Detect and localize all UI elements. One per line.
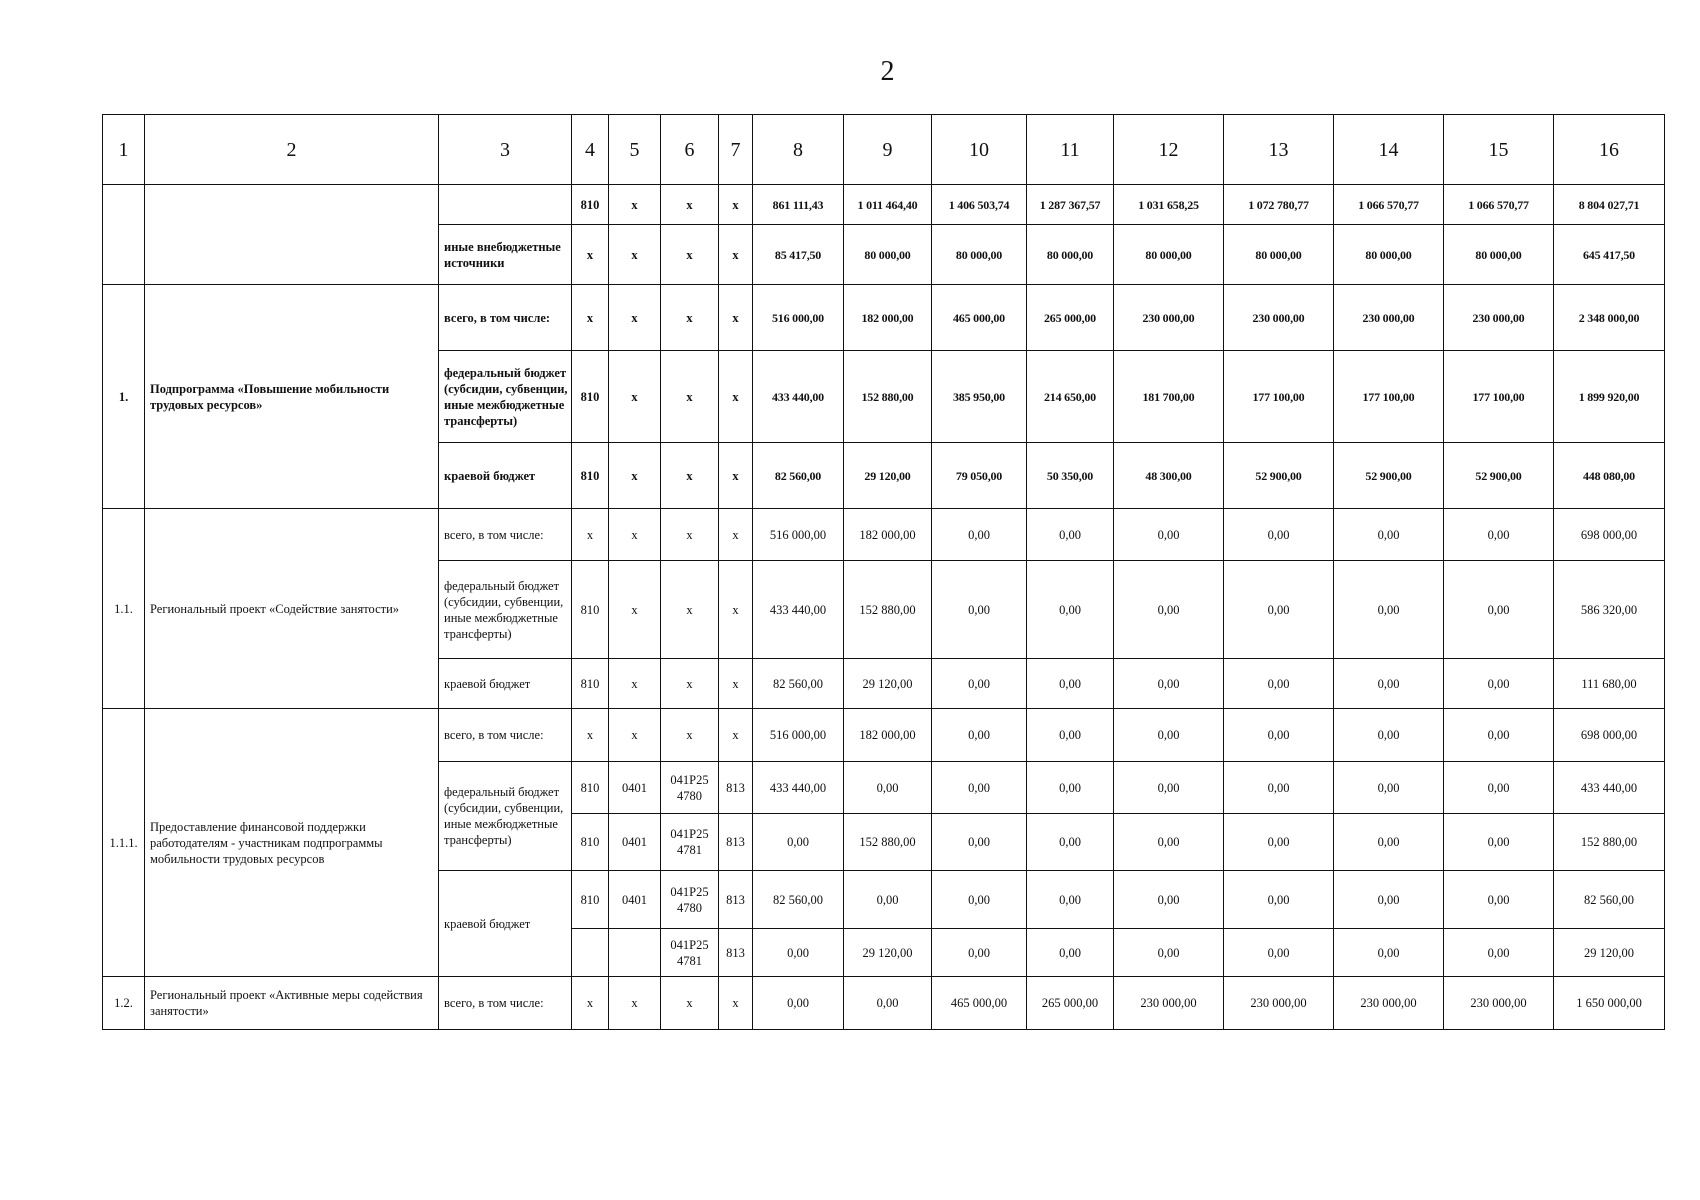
- code-cell: x: [609, 351, 661, 443]
- funding-source-cell: [439, 185, 572, 225]
- amount-cell: 230 000,00: [1114, 285, 1224, 351]
- code-cell: 041P25 4781: [661, 814, 719, 871]
- amount-cell: 82 560,00: [753, 443, 844, 509]
- column-number-cell: 4: [572, 115, 609, 185]
- code-cell: x: [609, 225, 661, 285]
- code-cell: 810: [572, 561, 609, 659]
- code-cell: x: [661, 351, 719, 443]
- code-cell: 0401: [609, 762, 661, 814]
- code-cell: x: [719, 185, 753, 225]
- amount-cell: 111 680,00: [1554, 659, 1665, 709]
- column-number-cell: 5: [609, 115, 661, 185]
- amount-cell: 0,00: [1224, 814, 1334, 871]
- column-number-cell: 15: [1444, 115, 1554, 185]
- code-cell: 810: [572, 762, 609, 814]
- column-number-cell: 1: [103, 115, 145, 185]
- amount-cell: 230 000,00: [1334, 977, 1444, 1030]
- amount-cell: 80 000,00: [1027, 225, 1114, 285]
- code-cell: x: [661, 185, 719, 225]
- code-cell: x: [719, 561, 753, 659]
- amount-cell: 516 000,00: [753, 509, 844, 561]
- funding-source-cell: краевой бюджет: [439, 443, 572, 509]
- amount-cell: 0,00: [932, 509, 1027, 561]
- amount-cell: 1 031 658,25: [1114, 185, 1224, 225]
- amount-cell: 79 050,00: [932, 443, 1027, 509]
- amount-cell: 1 287 367,57: [1027, 185, 1114, 225]
- amount-cell: 586 320,00: [1554, 561, 1665, 659]
- amount-cell: 433 440,00: [753, 561, 844, 659]
- funding-source-cell: иные внебюджетные источники: [439, 225, 572, 285]
- code-cell: x: [719, 443, 753, 509]
- amount-cell: 698 000,00: [1554, 709, 1665, 762]
- row-number-cell: 1.: [103, 285, 145, 509]
- code-cell: 810: [572, 814, 609, 871]
- program-name-cell: Региональный проект «Содействие занятости»: [145, 509, 439, 709]
- amount-cell: 52 900,00: [1444, 443, 1554, 509]
- amount-cell: 1 072 780,77: [1224, 185, 1334, 225]
- code-cell: x: [719, 977, 753, 1030]
- code-cell: x: [609, 285, 661, 351]
- code-cell: 810: [572, 659, 609, 709]
- column-number-cell: 16: [1554, 115, 1665, 185]
- code-cell: x: [609, 443, 661, 509]
- amount-cell: 0,00: [1114, 509, 1224, 561]
- amount-cell: 0,00: [844, 871, 932, 929]
- amount-cell: 0,00: [1444, 709, 1554, 762]
- amount-cell: 0,00: [1027, 659, 1114, 709]
- amount-cell: 80 000,00: [932, 225, 1027, 285]
- amount-cell: 8 804 027,71: [1554, 185, 1665, 225]
- amount-cell: 0,00: [1444, 561, 1554, 659]
- amount-cell: 182 000,00: [844, 509, 932, 561]
- amount-cell: 0,00: [932, 659, 1027, 709]
- code-cell: x: [609, 509, 661, 561]
- code-cell: 810: [572, 185, 609, 225]
- amount-cell: 433 440,00: [753, 762, 844, 814]
- code-cell: x: [661, 509, 719, 561]
- funding-source-cell: всего, в том числе:: [439, 709, 572, 762]
- amount-cell: 0,00: [753, 929, 844, 977]
- amount-cell: 861 111,43: [753, 185, 844, 225]
- code-cell: x: [572, 225, 609, 285]
- column-number-cell: 10: [932, 115, 1027, 185]
- amount-cell: 80 000,00: [844, 225, 932, 285]
- code-cell: x: [609, 561, 661, 659]
- code-cell: 810: [572, 871, 609, 929]
- amount-cell: 0,00: [1114, 659, 1224, 709]
- code-cell: x: [719, 509, 753, 561]
- code-cell: x: [609, 659, 661, 709]
- amount-cell: 214 650,00: [1027, 351, 1114, 443]
- funding-source-cell: всего, в том числе:: [439, 285, 572, 351]
- amount-cell: 0,00: [1334, 659, 1444, 709]
- funding-source-cell: федеральный бюджет (субсидии, субвенции, иные межбюджетные трансферты): [439, 762, 572, 871]
- amount-cell: 1 650 000,00: [1554, 977, 1665, 1030]
- amount-cell: 0,00: [932, 871, 1027, 929]
- code-cell: [572, 929, 609, 977]
- code-cell: x: [661, 709, 719, 762]
- amount-cell: 0,00: [1444, 509, 1554, 561]
- amount-cell: 0,00: [1027, 709, 1114, 762]
- code-cell: x: [719, 709, 753, 762]
- amount-cell: 152 880,00: [1554, 814, 1665, 871]
- amount-cell: 0,00: [844, 977, 932, 1030]
- amount-cell: 80 000,00: [1444, 225, 1554, 285]
- amount-cell: 52 900,00: [1224, 443, 1334, 509]
- amount-cell: 0,00: [753, 814, 844, 871]
- code-cell: 813: [719, 929, 753, 977]
- program-name-cell: Подпрограмма «Повышение мобильности трудовых ресурсов»: [145, 285, 439, 509]
- amount-cell: 0,00: [932, 709, 1027, 762]
- code-cell: x: [609, 977, 661, 1030]
- amount-cell: 0,00: [932, 929, 1027, 977]
- column-number-cell: 13: [1224, 115, 1334, 185]
- amount-cell: 0,00: [1114, 871, 1224, 929]
- amount-cell: 230 000,00: [1334, 285, 1444, 351]
- code-cell: x: [719, 351, 753, 443]
- amount-cell: 82 560,00: [753, 659, 844, 709]
- column-number-cell: 14: [1334, 115, 1444, 185]
- code-cell: x: [572, 509, 609, 561]
- row-number-cell: 1.1.1.: [103, 709, 145, 977]
- funding-source-cell: федеральный бюджет (субсидии, субвенции, иные межбюджетные трансферты): [439, 561, 572, 659]
- amount-cell: 0,00: [1027, 929, 1114, 977]
- budget-table: [102, 114, 1665, 1030]
- amount-cell: 152 880,00: [844, 351, 932, 443]
- amount-cell: 1 066 570,77: [1444, 185, 1554, 225]
- amount-cell: 0,00: [932, 561, 1027, 659]
- column-number-cell: 3: [439, 115, 572, 185]
- column-number-cell: 8: [753, 115, 844, 185]
- amount-cell: 645 417,50: [1554, 225, 1665, 285]
- amount-cell: 448 080,00: [1554, 443, 1665, 509]
- column-number-cell: 6: [661, 115, 719, 185]
- code-cell: x: [609, 709, 661, 762]
- code-cell: 810: [572, 443, 609, 509]
- amount-cell: 52 900,00: [1334, 443, 1444, 509]
- code-cell: 813: [719, 814, 753, 871]
- code-cell: x: [609, 185, 661, 225]
- row-number-cell: 1.1.: [103, 509, 145, 709]
- amount-cell: 0,00: [1444, 929, 1554, 977]
- amount-cell: 182 000,00: [844, 709, 932, 762]
- code-cell: x: [572, 709, 609, 762]
- amount-cell: 177 100,00: [1444, 351, 1554, 443]
- amount-cell: 80 000,00: [1114, 225, 1224, 285]
- amount-cell: 0,00: [1334, 709, 1444, 762]
- column-number-cell: 12: [1114, 115, 1224, 185]
- row-number-cell: [103, 185, 145, 285]
- amount-cell: 85 417,50: [753, 225, 844, 285]
- amount-cell: 29 120,00: [844, 659, 932, 709]
- code-cell: 813: [719, 762, 753, 814]
- code-cell: x: [661, 977, 719, 1030]
- code-cell: x: [572, 977, 609, 1030]
- amount-cell: 230 000,00: [1444, 285, 1554, 351]
- amount-cell: 0,00: [1027, 814, 1114, 871]
- amount-cell: 80 000,00: [1334, 225, 1444, 285]
- amount-cell: 433 440,00: [1554, 762, 1665, 814]
- amount-cell: 1 406 503,74: [932, 185, 1027, 225]
- amount-cell: 0,00: [1334, 762, 1444, 814]
- amount-cell: 82 560,00: [1554, 871, 1665, 929]
- code-cell: [609, 929, 661, 977]
- program-name-cell: Региональный проект «Активные меры содействия занятости»: [145, 977, 439, 1030]
- amount-cell: 0,00: [1444, 814, 1554, 871]
- amount-cell: 230 000,00: [1444, 977, 1554, 1030]
- amount-cell: 0,00: [1334, 509, 1444, 561]
- amount-cell: 0,00: [753, 977, 844, 1030]
- amount-cell: 0,00: [1224, 659, 1334, 709]
- amount-cell: 0,00: [1334, 929, 1444, 977]
- amount-cell: 177 100,00: [1334, 351, 1444, 443]
- amount-cell: 0,00: [1444, 871, 1554, 929]
- amount-cell: 0,00: [1027, 509, 1114, 561]
- code-cell: x: [719, 659, 753, 709]
- amount-cell: 0,00: [1114, 814, 1224, 871]
- amount-cell: 0,00: [1114, 762, 1224, 814]
- amount-cell: 433 440,00: [753, 351, 844, 443]
- amount-cell: 0,00: [1224, 929, 1334, 977]
- amount-cell: 1 899 920,00: [1554, 351, 1665, 443]
- table-row: [103, 285, 1665, 351]
- amount-cell: 82 560,00: [753, 871, 844, 929]
- amount-cell: 1 011 464,40: [844, 185, 932, 225]
- code-cell: 041P25 4781: [661, 929, 719, 977]
- amount-cell: 0,00: [1224, 762, 1334, 814]
- amount-cell: 265 000,00: [1027, 285, 1114, 351]
- amount-cell: 0,00: [1027, 871, 1114, 929]
- amount-cell: 50 350,00: [1027, 443, 1114, 509]
- code-cell: x: [719, 285, 753, 351]
- amount-cell: 0,00: [1114, 929, 1224, 977]
- amount-cell: 516 000,00: [753, 285, 844, 351]
- amount-cell: 0,00: [1027, 561, 1114, 659]
- amount-cell: 385 950,00: [932, 351, 1027, 443]
- amount-cell: 29 120,00: [1554, 929, 1665, 977]
- funding-source-cell: краевой бюджет: [439, 659, 572, 709]
- code-cell: x: [661, 561, 719, 659]
- amount-cell: 1 066 570,77: [1334, 185, 1444, 225]
- amount-cell: 465 000,00: [932, 285, 1027, 351]
- amount-cell: 182 000,00: [844, 285, 932, 351]
- amount-cell: 465 000,00: [932, 977, 1027, 1030]
- amount-cell: 177 100,00: [1224, 351, 1334, 443]
- amount-cell: 2 348 000,00: [1554, 285, 1665, 351]
- amount-cell: 230 000,00: [1114, 977, 1224, 1030]
- amount-cell: 0,00: [1334, 814, 1444, 871]
- amount-cell: 0,00: [1027, 762, 1114, 814]
- amount-cell: 0,00: [1114, 561, 1224, 659]
- code-cell: 041P25 4780: [661, 871, 719, 929]
- amount-cell: 0,00: [1114, 709, 1224, 762]
- amount-cell: 29 120,00: [844, 929, 932, 977]
- amount-cell: 0,00: [1334, 561, 1444, 659]
- column-number-cell: 11: [1027, 115, 1114, 185]
- amount-cell: 0,00: [1224, 509, 1334, 561]
- code-cell: x: [572, 285, 609, 351]
- code-cell: x: [719, 225, 753, 285]
- code-cell: 0401: [609, 814, 661, 871]
- amount-cell: 152 880,00: [844, 561, 932, 659]
- amount-cell: 516 000,00: [753, 709, 844, 762]
- program-name-cell: [145, 185, 439, 285]
- amount-cell: 181 700,00: [1114, 351, 1224, 443]
- code-cell: x: [661, 659, 719, 709]
- column-number-header-row: [103, 115, 1665, 185]
- amount-cell: 265 000,00: [1027, 977, 1114, 1030]
- column-number-cell: 2: [145, 115, 439, 185]
- column-number-cell: 7: [719, 115, 753, 185]
- amount-cell: 0,00: [1224, 561, 1334, 659]
- amount-cell: 0,00: [1444, 762, 1554, 814]
- funding-source-cell: всего, в том числе:: [439, 509, 572, 561]
- program-name-cell: Предоставление финансовой поддержки работодателям - участникам подпрограммы мобильности трудовых ресурсов: [145, 709, 439, 977]
- amount-cell: 698 000,00: [1554, 509, 1665, 561]
- funding-source-cell: краевой бюджет: [439, 871, 572, 977]
- amount-cell: 152 880,00: [844, 814, 932, 871]
- amount-cell: 0,00: [1334, 871, 1444, 929]
- amount-cell: 0,00: [932, 814, 1027, 871]
- code-cell: x: [661, 443, 719, 509]
- amount-cell: 0,00: [1224, 871, 1334, 929]
- amount-cell: 48 300,00: [1114, 443, 1224, 509]
- page-number: 2: [880, 56, 895, 87]
- amount-cell: 0,00: [932, 762, 1027, 814]
- funding-source-cell: федеральный бюджет (субсидии, субвенции, иные межбюджетные трансферты): [439, 351, 572, 443]
- table-row: [103, 977, 1665, 1030]
- code-cell: 041P25 4780: [661, 762, 719, 814]
- code-cell: 0401: [609, 871, 661, 929]
- amount-cell: 230 000,00: [1224, 285, 1334, 351]
- amount-cell: 80 000,00: [1224, 225, 1334, 285]
- code-cell: 810: [572, 351, 609, 443]
- funding-source-cell: всего, в том числе:: [439, 977, 572, 1030]
- amount-cell: 0,00: [1224, 709, 1334, 762]
- code-cell: 813: [719, 871, 753, 929]
- table-row: [103, 185, 1665, 225]
- table-row: [103, 509, 1665, 561]
- amount-cell: 230 000,00: [1224, 977, 1334, 1030]
- row-number-cell: 1.2.: [103, 977, 145, 1030]
- amount-cell: 29 120,00: [844, 443, 932, 509]
- table-row: [103, 709, 1665, 762]
- code-cell: x: [661, 225, 719, 285]
- amount-cell: 0,00: [1444, 659, 1554, 709]
- column-number-cell: 9: [844, 115, 932, 185]
- amount-cell: 0,00: [844, 762, 932, 814]
- code-cell: x: [661, 285, 719, 351]
